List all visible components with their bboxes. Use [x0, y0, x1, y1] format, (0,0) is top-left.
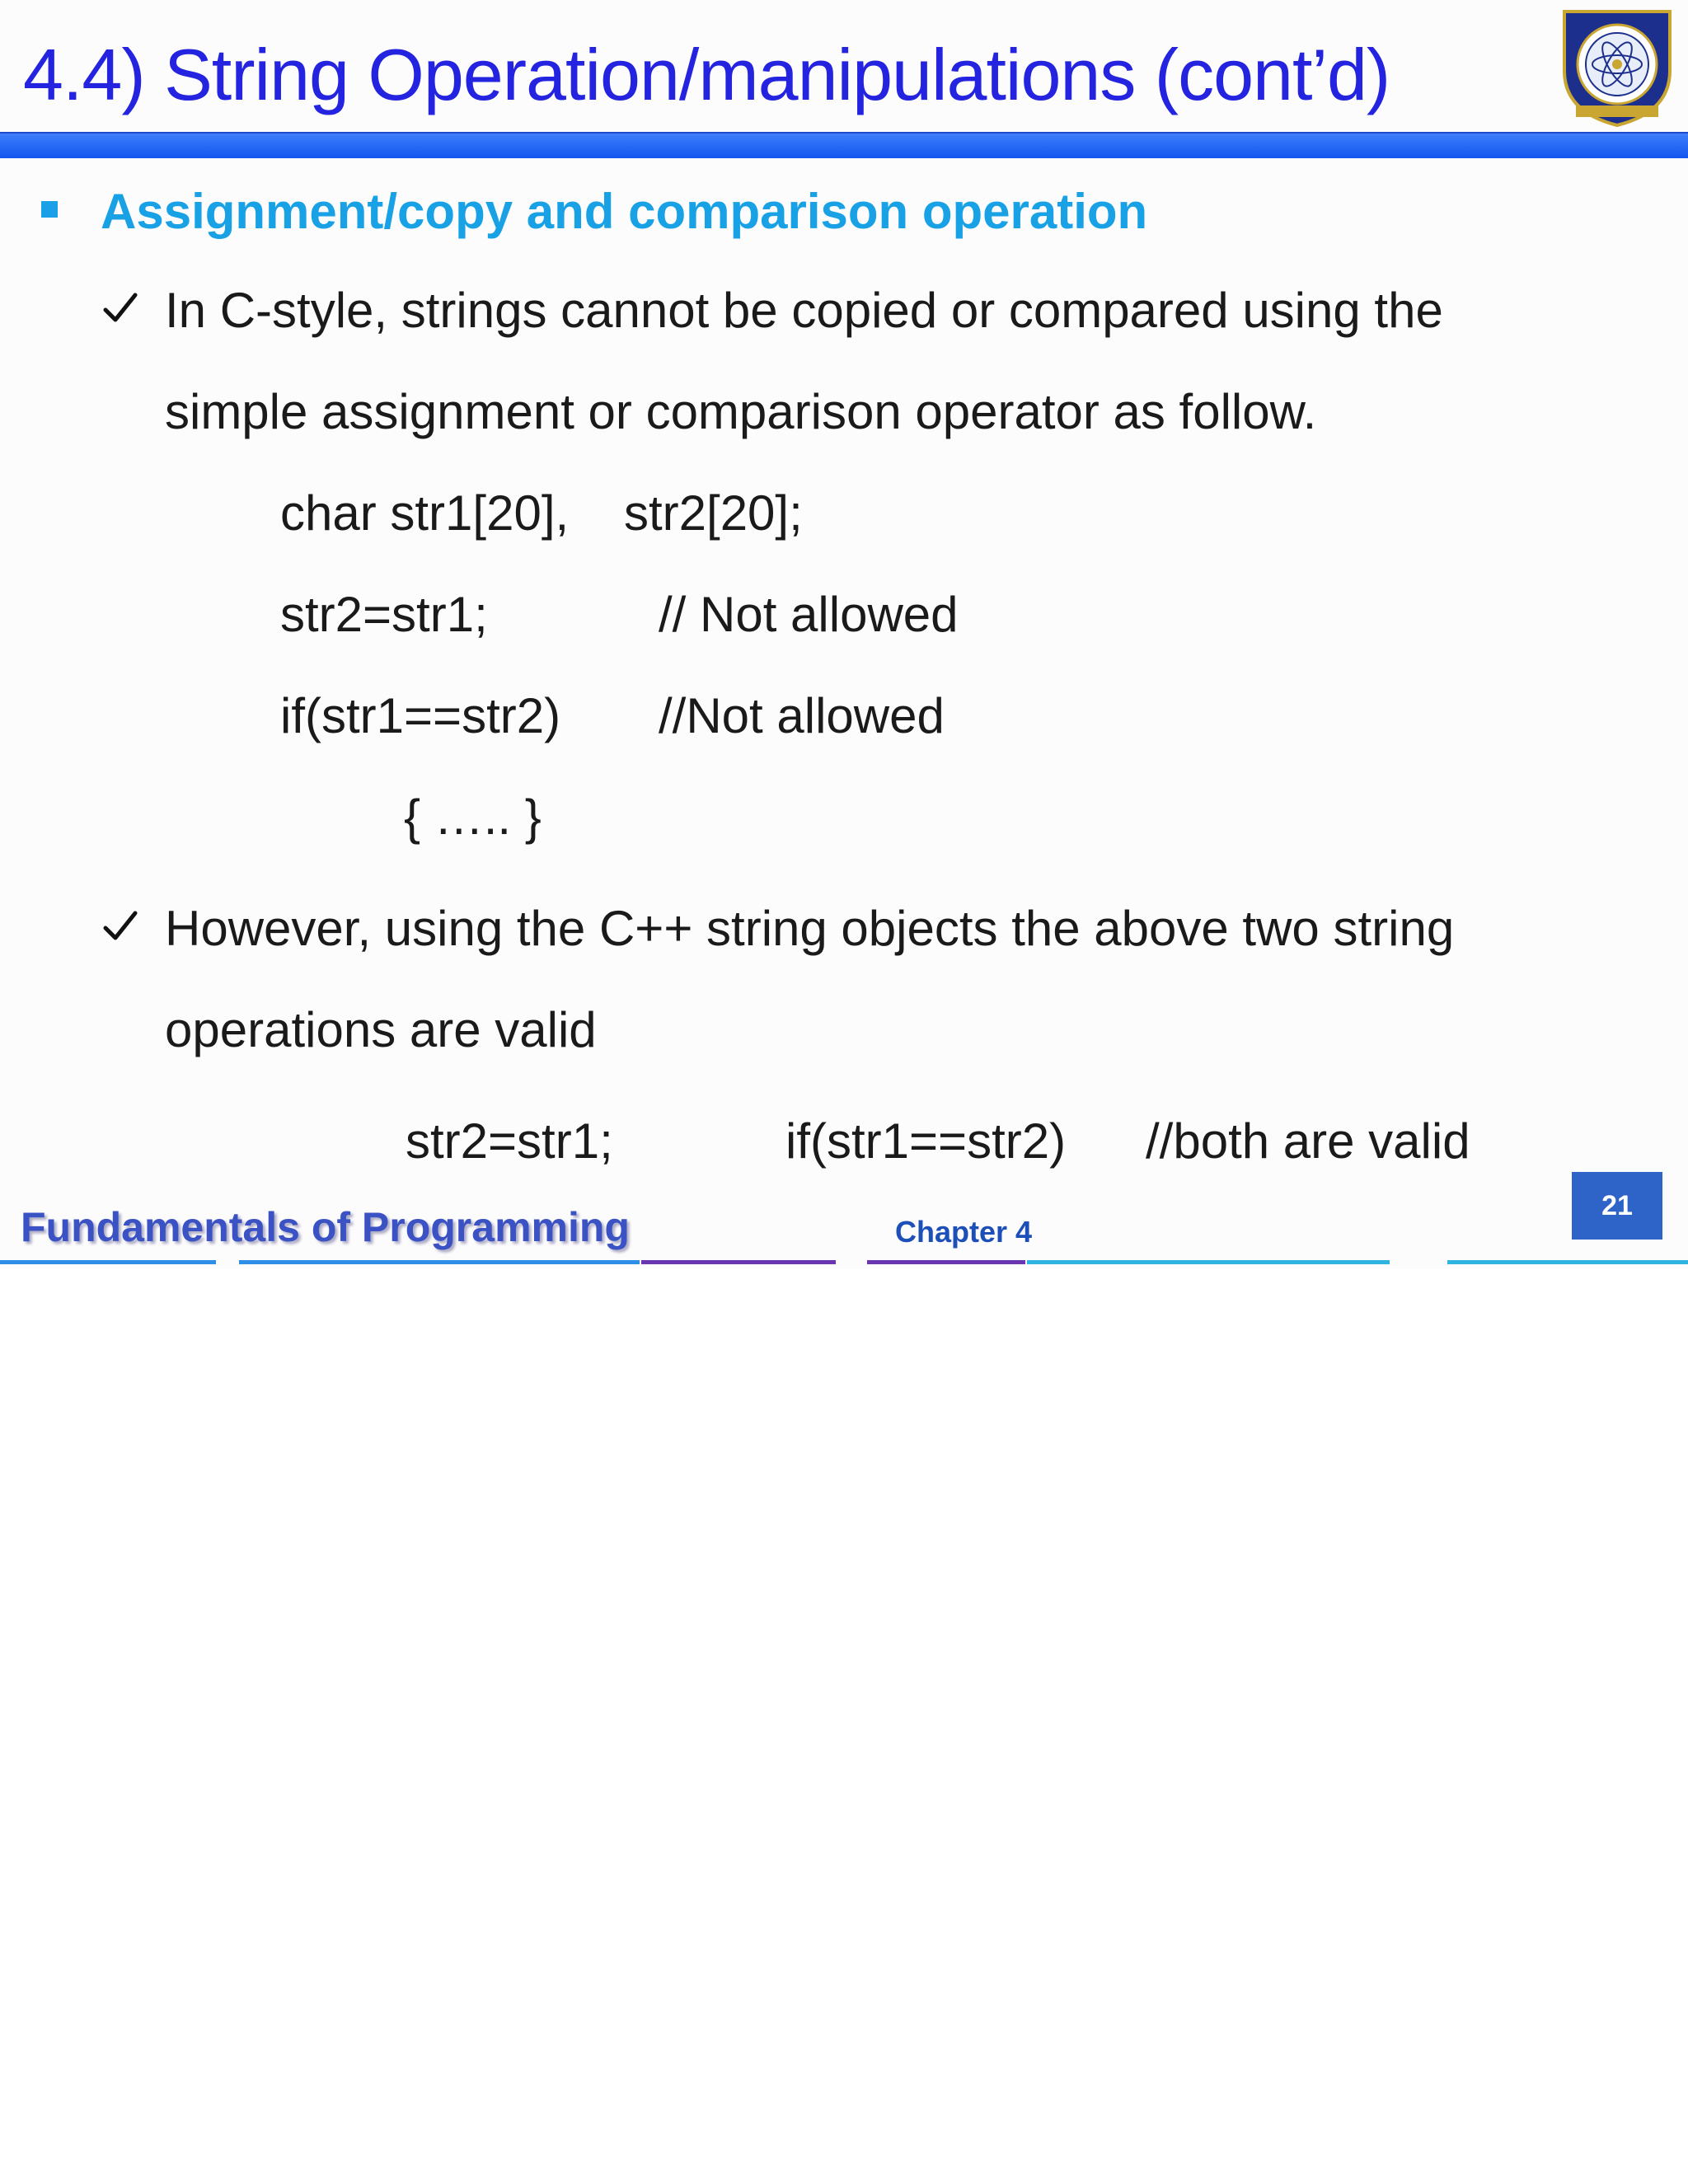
footer-divider [641, 1260, 836, 1264]
code-compare-comment: //Not allowed [659, 688, 945, 743]
slide-title: 4.4) String Operation/manipulations (cont’d) [23, 34, 1390, 115]
code2-compare: if(str1==str2) [785, 1113, 1067, 1169]
code-assign-comment: // Not allowed [659, 587, 959, 642]
code2-assign: str2=str1; [406, 1113, 613, 1169]
footer-divider [0, 1260, 216, 1264]
code-block: { ….. } [404, 790, 542, 845]
footer-divider [867, 1260, 1025, 1264]
square-bullet-icon [41, 201, 58, 218]
footer-divider [1027, 1260, 1390, 1264]
code-assign: str2=str1; [280, 587, 488, 642]
point2-line1: However, using the C++ string objects the above two string [165, 901, 1455, 956]
university-seal-icon [1556, 5, 1678, 129]
checkmark-icon [102, 290, 138, 326]
footer-divider [239, 1260, 640, 1264]
point2-line2: operations are valid [165, 1002, 597, 1057]
point1-line1: In C-style, strings cannot be copied or compared using the [165, 283, 1443, 338]
footer-divider [1447, 1260, 1688, 1264]
code-compare: if(str1==str2) [280, 688, 561, 743]
code-declaration-a: char str1[20], [280, 485, 570, 541]
section-heading: Assignment/copy and comparison operation [101, 184, 1148, 239]
page-number: 21 [1572, 1172, 1662, 1240]
code-declaration-b: str2[20]; [624, 485, 803, 541]
code2-comment: //both are valid [1146, 1113, 1470, 1169]
point1-line2: simple assignment or comparison operator as follow. [165, 384, 1317, 439]
checkmark-icon [102, 908, 138, 944]
footer-course-title: Fundamentals of Programming [21, 1204, 630, 1250]
title-underline-bar [0, 134, 1688, 158]
footer-chapter: Chapter 4 [895, 1215, 1033, 1249]
